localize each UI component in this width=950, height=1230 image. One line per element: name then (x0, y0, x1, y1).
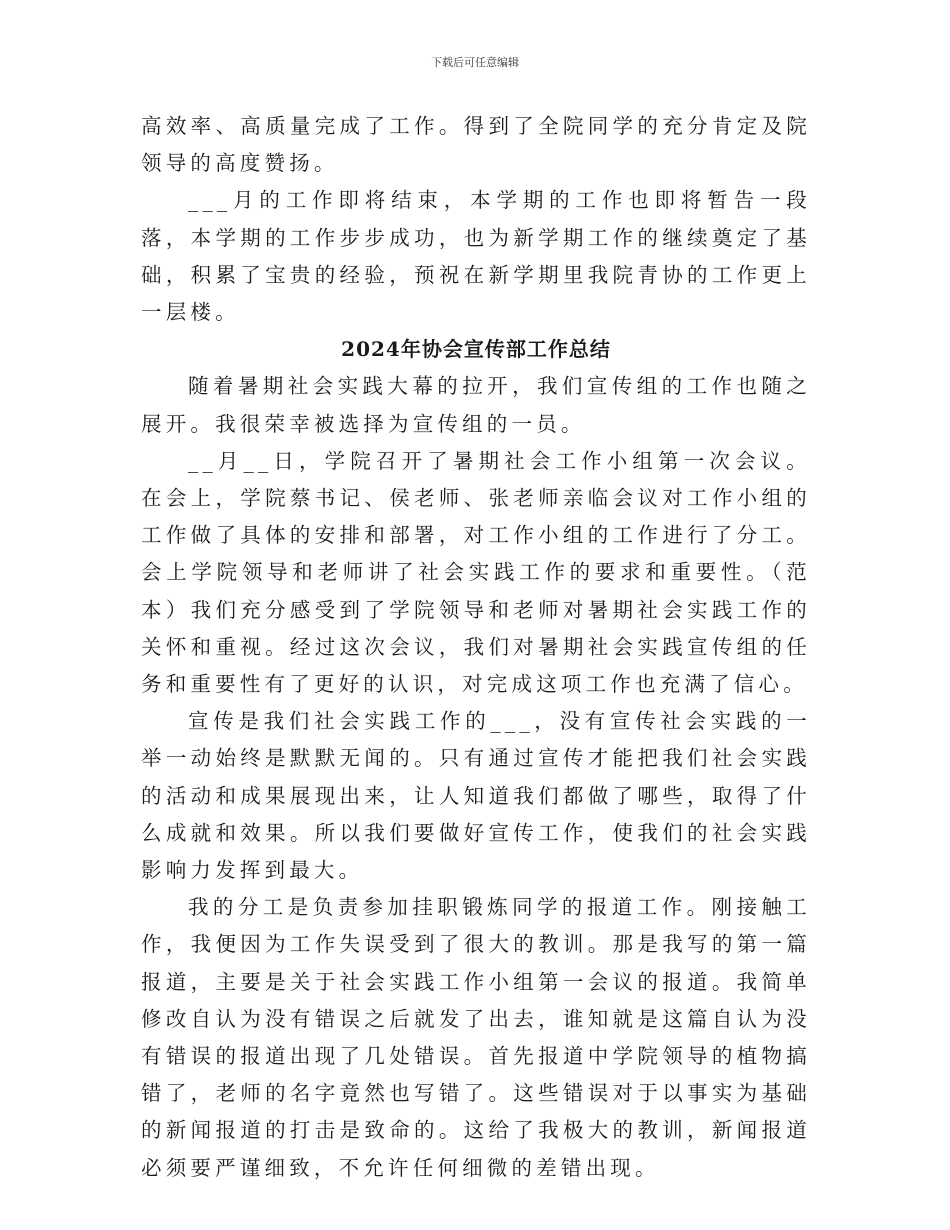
paragraph-intro: 随着暑期社会实践大幕的拉开，我们宣传组的工作也随之展开。我很荣幸被选择为宣传组的一员。 (141, 374, 811, 436)
section-title: 2024年协会宣传部工作总结 (341, 337, 611, 362)
paragraph-meeting: __月__日，学院召开了暑期社会工作小组第一次会议。在会上，学院蔡书记、侯老师、张老师亲临会议对工作小组的工作做了具体的安排和部署，对工作小组的工作进行了分工。会上学院领导和老师讲了社会实践工作的要求和重要性。（范本）我们充分感受到了学院领导和老师对暑期社会实践工作的关怀和重视。经过这次会议，我们对暑期社会实践宣传组的任务和重要性有了更好的认识，对完成这项工作也充满了信心。 (141, 448, 811, 697)
paragraph-lesson: 我的分工是负责参加挂职锻炼同学的报道工作。刚接触工作，我便因为工作失误受到了很大的教训。那是我写的第一篇报道，主要是关于社会实践工作小组第一会议的报道。我简单修改自认为没有错误之后就发了出去，谁知就是这篇自认为没有错误的报道出现了几处错误。首先报道中学院领导的植物搞错了，老师的名字竟然也写错了。这些错误对于以事实为基础的新闻报道的打击是致命的。这给了我极大的教训，新闻报道必须要严谨细致，不允许任何细微的差错出现。 (141, 895, 811, 1180)
page-header-note: 下载后可任意编辑 (431, 56, 519, 69)
paragraph-month-end: ___月的工作即将结束，本学期的工作也即将暂告一段落，本学期的工作步步成功，也为新学期工作的继续奠定了基础，积累了宝贵的经验，预祝在新学期里我院青协的工作更上一层楼。 (141, 188, 811, 325)
paragraph-publicity: 宣传是我们社会实践工作的___，没有宣传社会实践的一举一动始终是默默无闻的。只有通过宣传才能把我们社会实践的活动和成果展现出来，让人知道我们都做了哪些，取得了什么成就和效果。所以我们要做好宣传工作，使我们的社会实践影响力发挥到最大。 (141, 709, 811, 883)
document-body (141, 108, 811, 1187)
paragraph-continuation: 高效率、高质量完成了工作。得到了全院同学的充分肯定及院领导的高度赞扬。 (141, 114, 811, 176)
